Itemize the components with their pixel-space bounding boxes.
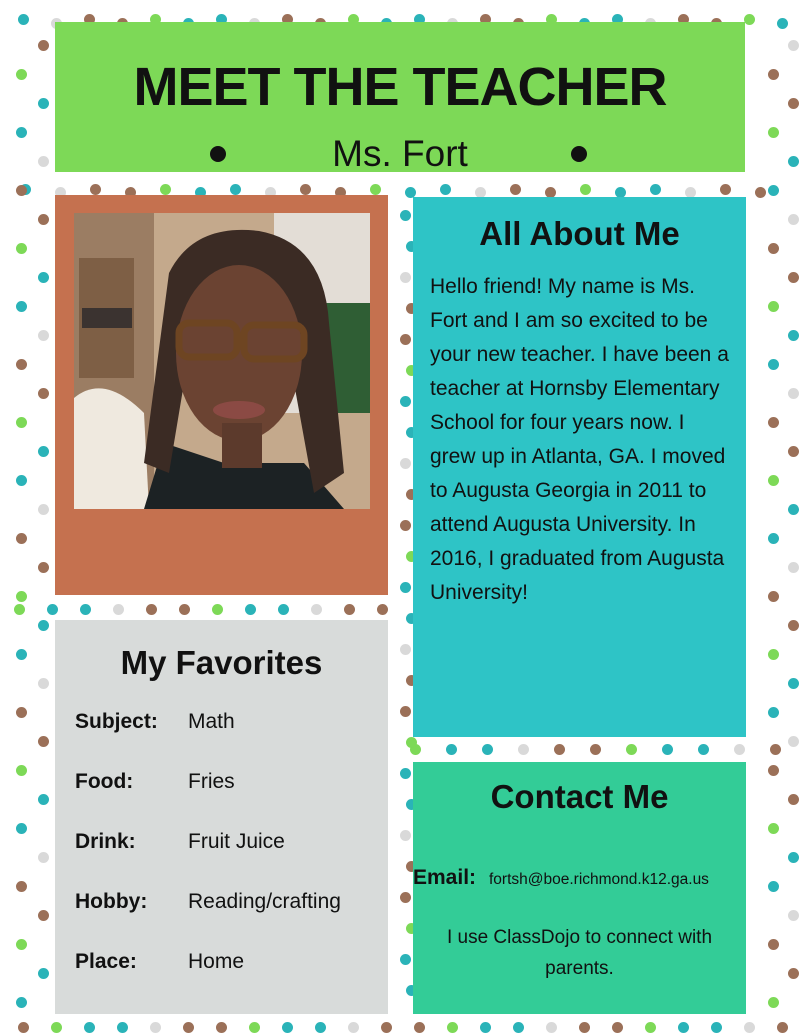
polka-dot <box>16 823 27 834</box>
polka-dot <box>768 533 779 544</box>
contact-title: Contact Me <box>490 778 669 815</box>
polka-dot <box>788 620 799 631</box>
polka-dot <box>480 1022 491 1033</box>
polka-dot <box>768 301 779 312</box>
polka-dot <box>513 1022 524 1033</box>
polka-dot <box>14 604 25 615</box>
email-address: fortsh@boe.richmond.k12.ga.us <box>489 871 709 888</box>
polka-dot <box>16 533 27 544</box>
polka-dot <box>16 359 27 370</box>
polka-dot <box>377 604 388 615</box>
polka-dot <box>90 184 101 195</box>
favorite-value: Fries <box>188 770 235 793</box>
favorite-row-drink <box>75 828 388 856</box>
favorite-row-subject <box>75 708 388 736</box>
polka-dot <box>788 678 799 689</box>
polka-dot <box>755 187 766 198</box>
polka-dot <box>16 127 27 138</box>
polka-dot <box>400 396 411 407</box>
polka-dot <box>612 1022 623 1033</box>
polka-dot <box>698 744 709 755</box>
polka-dot <box>788 388 799 399</box>
polka-dot <box>626 744 637 755</box>
polka-dot <box>662 744 673 755</box>
polka-dot <box>16 69 27 80</box>
polka-dot <box>38 40 49 51</box>
teacher-photo <box>74 213 370 509</box>
polka-dot <box>38 98 49 109</box>
polka-dot <box>16 881 27 892</box>
polka-dot <box>16 243 27 254</box>
polka-dot <box>400 582 411 593</box>
polka-dot <box>400 520 411 531</box>
polka-dot <box>482 744 493 755</box>
polka-dot <box>744 14 755 25</box>
polka-dot <box>447 1022 458 1033</box>
polka-dot <box>579 1022 590 1033</box>
polka-dot <box>179 604 190 615</box>
polka-dot <box>38 678 49 689</box>
email-label: Email: <box>413 866 477 889</box>
polka-dot <box>768 185 779 196</box>
polka-dot <box>406 737 417 748</box>
polka-dot <box>400 830 411 841</box>
polka-dot <box>146 604 157 615</box>
favorite-value: Math <box>188 710 235 733</box>
polka-dot <box>768 997 779 1008</box>
polka-dot <box>16 301 27 312</box>
polka-dot <box>768 359 779 370</box>
polka-dot <box>770 744 781 755</box>
polka-dot <box>38 272 49 283</box>
polka-dot <box>16 475 27 486</box>
polka-dot <box>300 184 311 195</box>
polka-dot <box>400 768 411 779</box>
polka-dot <box>212 604 223 615</box>
polka-dot <box>400 892 411 903</box>
polka-dot <box>230 184 241 195</box>
polka-dot <box>788 272 799 283</box>
polka-dot <box>414 1022 425 1033</box>
polka-dot <box>777 18 788 29</box>
polka-dot <box>370 184 381 195</box>
polka-dot <box>216 1022 227 1033</box>
polka-dot <box>788 504 799 515</box>
polka-dot <box>788 156 799 167</box>
polka-dot <box>720 184 731 195</box>
polka-dot <box>777 1022 788 1033</box>
polka-dot <box>245 604 256 615</box>
polka-dot <box>518 744 529 755</box>
favorite-label: Hobby: <box>75 890 148 913</box>
polka-dot <box>580 184 591 195</box>
polka-dot <box>38 446 49 457</box>
polka-dot <box>546 1022 557 1033</box>
favorite-label: Drink: <box>75 830 136 853</box>
polka-dot <box>80 604 91 615</box>
polka-dot <box>38 388 49 399</box>
about-me-panel <box>413 197 746 737</box>
favorite-row-hobby <box>75 888 388 916</box>
polka-dot <box>38 852 49 863</box>
favorite-value: Home <box>188 950 245 973</box>
contact-panel <box>413 762 746 1014</box>
polka-dot <box>18 1022 29 1033</box>
contact-note: I use ClassDojo to connect with parents. <box>446 927 713 979</box>
polka-dot <box>650 184 661 195</box>
header-banner <box>55 22 745 172</box>
polka-dot <box>744 1022 755 1033</box>
polka-dot <box>38 736 49 747</box>
polka-dot <box>768 707 779 718</box>
polka-dot <box>768 475 779 486</box>
polka-dot <box>38 330 49 341</box>
favorite-value: Reading/crafting <box>188 890 341 913</box>
polka-dot <box>788 852 799 863</box>
teacher-name-heading: Ms. Fort <box>332 133 468 174</box>
polka-dot <box>768 591 779 602</box>
polka-dot <box>768 417 779 428</box>
polka-dot <box>381 1022 392 1033</box>
polka-dot <box>768 649 779 660</box>
polka-dot <box>768 823 779 834</box>
polka-dot <box>16 591 27 602</box>
polka-dot <box>315 1022 326 1033</box>
polka-dot <box>16 649 27 660</box>
polka-dot <box>400 706 411 717</box>
polka-dot <box>16 765 27 776</box>
polka-dot <box>768 939 779 950</box>
polka-dot <box>18 14 29 25</box>
polka-dot <box>348 1022 359 1033</box>
favorite-row-food <box>75 768 388 796</box>
polka-dot <box>344 604 355 615</box>
polka-dot <box>311 604 322 615</box>
polka-dot <box>446 744 457 755</box>
polka-dot <box>400 210 411 221</box>
polka-dot <box>788 794 799 805</box>
polka-dot <box>160 184 171 195</box>
polka-dot <box>788 910 799 921</box>
favorite-label: Place: <box>75 950 137 973</box>
polka-dot <box>117 1022 128 1033</box>
favorite-label: Food: <box>75 770 134 793</box>
polka-dot <box>788 98 799 109</box>
bullet-right-icon <box>571 146 587 162</box>
polka-dot <box>768 243 779 254</box>
polka-dot <box>38 562 49 573</box>
page-title: MEET THE TEACHER <box>133 57 667 117</box>
favorites-title: My Favorites <box>120 644 323 681</box>
polka-dot <box>400 272 411 283</box>
polka-dot <box>38 910 49 921</box>
polka-dot <box>38 620 49 631</box>
polka-dot <box>768 127 779 138</box>
polka-dot <box>16 939 27 950</box>
about-title: All About Me <box>479 215 680 252</box>
polka-dot <box>38 214 49 225</box>
favorites-panel <box>55 620 388 1014</box>
polka-dot <box>645 1022 656 1033</box>
polka-dot <box>788 330 799 341</box>
polka-dot <box>183 1022 194 1033</box>
polka-dot <box>16 997 27 1008</box>
polka-dot <box>400 458 411 469</box>
polka-dot <box>768 69 779 80</box>
polka-dot <box>282 1022 293 1033</box>
polka-dot <box>440 184 451 195</box>
polka-dot <box>788 736 799 747</box>
photo-card <box>55 195 388 595</box>
polka-dot <box>590 744 601 755</box>
favorite-label: Subject: <box>75 710 158 733</box>
about-text: Hello friend! My name is Ms. Fort and I am so excited to be your new teacher. I have been a teacher at Hornsby Elementary School for four years now. I grew up in Atlanta, GA. I moved to Augusta Georgia in 2011 to attend Augusta University. In 2016, I graduated from Augusta University! <box>430 275 729 604</box>
polka-dot <box>788 214 799 225</box>
polka-dot <box>47 604 58 615</box>
polka-dot <box>113 604 124 615</box>
polka-dot <box>734 744 745 755</box>
polka-dot <box>711 1022 722 1033</box>
polka-dot <box>678 1022 689 1033</box>
polka-dot <box>788 40 799 51</box>
polka-dot <box>38 504 49 515</box>
polka-dot <box>249 1022 260 1033</box>
polka-dot <box>84 1022 95 1033</box>
polka-dot <box>38 156 49 167</box>
polka-dot <box>16 707 27 718</box>
polka-dot <box>400 954 411 965</box>
polka-dot <box>788 968 799 979</box>
polka-dot <box>788 446 799 457</box>
polka-dot <box>400 334 411 345</box>
favorite-value: Fruit Juice <box>188 830 285 853</box>
polka-dot <box>150 1022 161 1033</box>
polka-dot <box>38 794 49 805</box>
polka-dot <box>278 604 289 615</box>
polka-dot <box>16 417 27 428</box>
polka-dot <box>51 1022 62 1033</box>
favorite-row-place <box>75 948 388 976</box>
polka-dot <box>788 562 799 573</box>
polka-dot <box>38 968 49 979</box>
polka-dot <box>768 881 779 892</box>
polka-dot <box>554 744 565 755</box>
polka-dot <box>768 765 779 776</box>
polka-dot <box>510 184 521 195</box>
polka-dot <box>400 644 411 655</box>
